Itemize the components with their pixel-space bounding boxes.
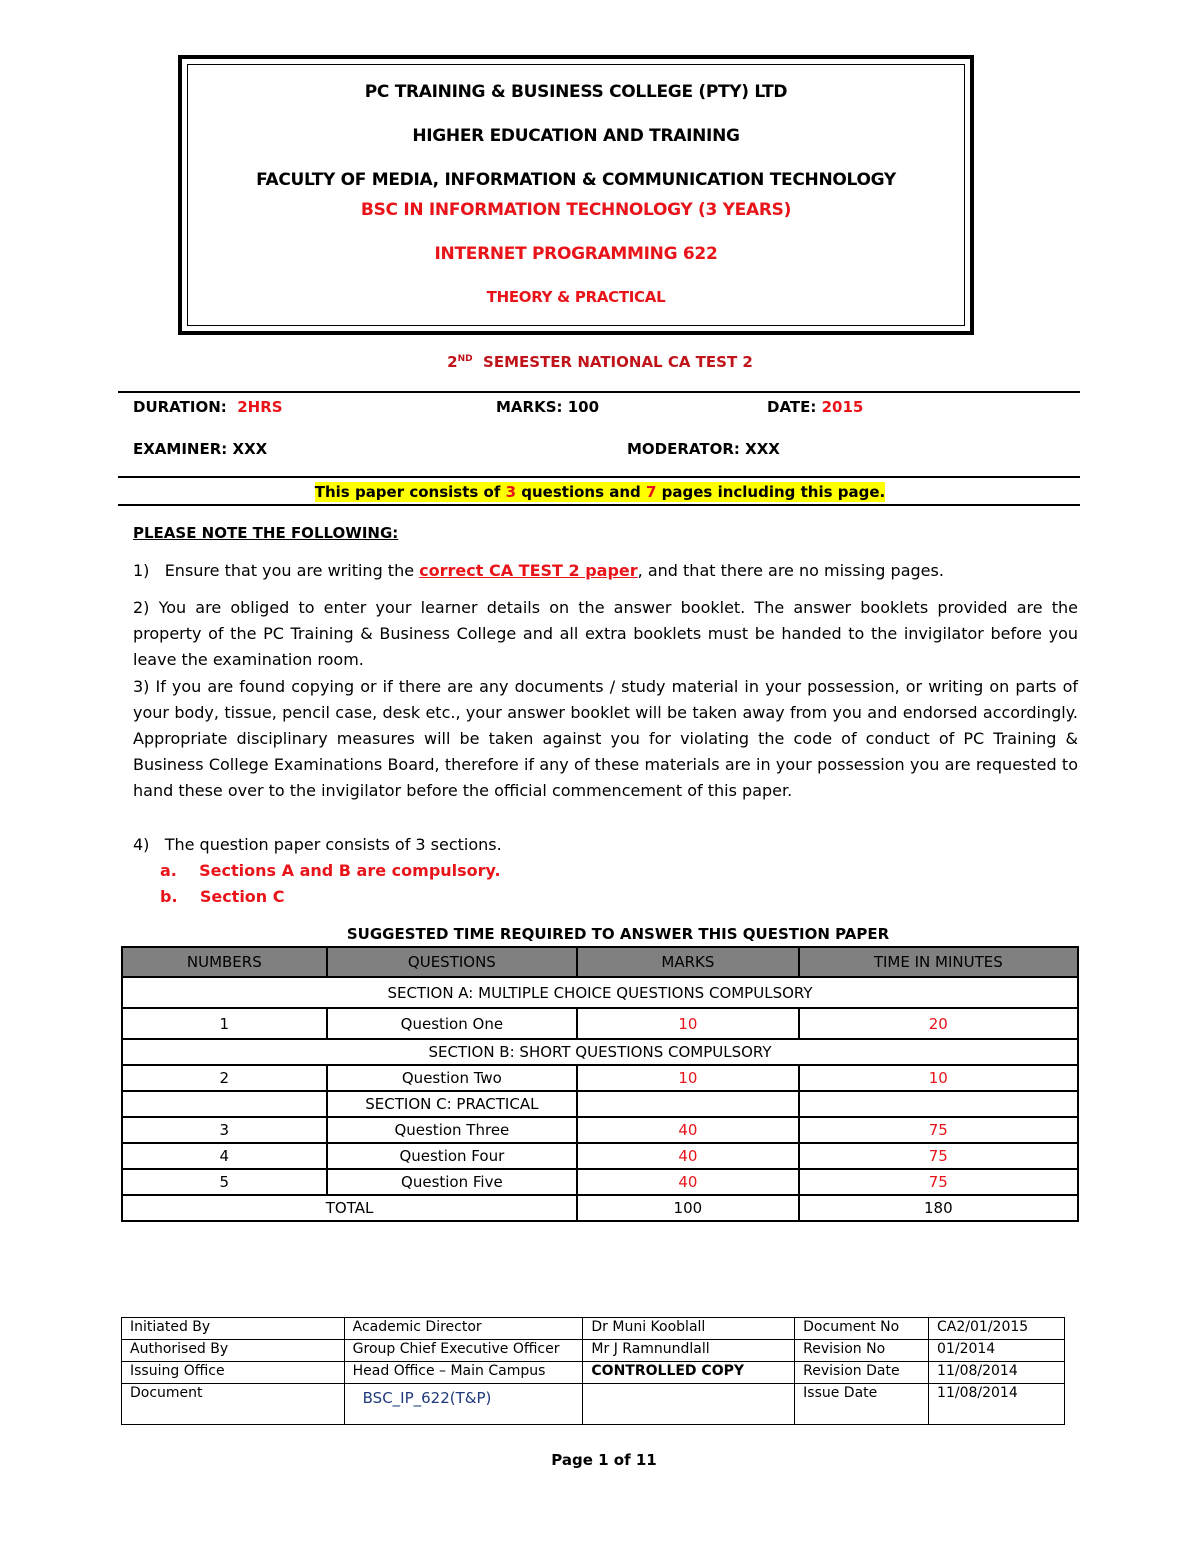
bottom-rule <box>118 504 1080 506</box>
table-row: 4 Question Four 40 75 <box>122 1143 1078 1169</box>
instruction-3: 3) If you are found copying or if there are any documents / study material in your possession, or writing on parts of your body, tissue, pencil case, desk etc., your answer booklet will be taken away from you and endorsed accordingly. Appropriate disciplinary measures will be taken against you for violating the code of conduct of PC Training & Business College Examinations Board, therefore if any of these materials are in your possession you are requested to hand these over to the invigilator before the official commencement of this paper. <box>133 677 1078 800</box>
table-row: 3 Question Three 40 75 <box>122 1117 1078 1143</box>
college-name: PC TRAINING & BUSINESS COLLEGE (PTY) LTD <box>364 82 788 102</box>
module-name: INTERNET PROGRAMMING 622 <box>434 244 718 264</box>
total-row <box>122 1195 1078 1221</box>
instruction-1: 1) Ensure that you are writing the correct CA TEST 2 paper, and that there are no missing pages. <box>133 561 944 580</box>
table-row: Initiated By Academic Director Dr Muni Kooblall Document No CA2/01/2015 <box>122 1318 1065 1340</box>
header-box <box>178 55 974 335</box>
paper-type: THEORY & PRACTICAL <box>486 288 666 306</box>
date: DATE: 2015 <box>767 398 864 416</box>
top-rule <box>118 391 1080 393</box>
correct-paper-highlight: correct CA TEST 2 paper <box>419 561 638 580</box>
header-marks: MARKS <box>577 947 798 977</box>
division-name: HIGHER EDUCATION AND TRAINING <box>412 126 740 146</box>
total-marks: 100 <box>577 1195 798 1221</box>
table-row: 5 Question Five 40 75 <box>122 1169 1078 1195</box>
middle-rule <box>118 476 1080 478</box>
document-control-table <box>121 1317 1065 1425</box>
table-row: Issuing Office Head Office – Main Campus CONTROLLED COPY Revision Date 11/08/2014 <box>122 1362 1065 1384</box>
faculty-name: FACULTY OF MEDIA, INFORMATION & COMMUNICATION TECHNOLOGY <box>256 170 896 190</box>
header-time: TIME IN MINUTES <box>799 947 1078 977</box>
table-row: 2 Question Two 10 10 <box>122 1065 1078 1091</box>
instructions-heading: PLEASE NOTE THE FOLLOWING: <box>133 524 399 542</box>
time-table-header <box>122 947 1078 977</box>
test-title: 2ND SEMESTER NATIONAL CA TEST 2 <box>447 353 753 371</box>
header-inner-border <box>187 64 965 326</box>
page-count-notice: This paper consists of 3 questions and 7 pages including this page. <box>314 483 886 501</box>
page-number: Page 1 of 11 <box>551 1451 657 1469</box>
controlled-copy: CONTROLLED COPY <box>583 1362 795 1384</box>
degree-name: BSC IN INFORMATION TECHNOLOGY (3 YEARS) <box>360 200 792 220</box>
total-label: TOTAL <box>122 1195 577 1221</box>
time-table-title: SUGGESTED TIME REQUIRED TO ANSWER THIS QUESTION PAPER <box>346 925 890 943</box>
header-questions: QUESTIONS <box>327 947 578 977</box>
table-row: 1 Question One 10 20 <box>122 1008 1078 1039</box>
section-b-label: SECTION B: SHORT QUESTIONS COMPULSORY <box>122 1039 1078 1065</box>
time-table <box>121 946 1079 1222</box>
moderator: MODERATOR: XXX <box>627 440 780 458</box>
header-numbers: NUMBERS <box>122 947 327 977</box>
instruction-4b: b. Section C <box>160 887 285 906</box>
instruction-4a: a. Sections A and B are compulsory. <box>160 861 501 880</box>
instruction-2: 2) You are obliged to enter your learner details on the answer booklet. The answer booklets provided are the property of the PC Training & Business College and all extra booklets must be handed to the invigilator before you leave the examination room. <box>133 598 1078 669</box>
document-code: BSC_IP_622(T&P) <box>344 1384 583 1425</box>
examiner: EXAMINER: XXX <box>133 440 268 458</box>
table-row: Authorised By Group Chief Executive Officer Mr J Ramnundlall Revision No 01/2014 <box>122 1340 1065 1362</box>
total-time: 180 <box>799 1195 1078 1221</box>
instruction-4: 4) The question paper consists of 3 sections. <box>133 835 502 854</box>
duration: DURATION: 2HRS <box>133 398 283 416</box>
section-a-label: SECTION A: MULTIPLE CHOICE QUESTIONS COMPULSORY <box>122 977 1078 1008</box>
table-row: Document BSC_IP_622(T&P) Issue Date 11/08/2014 <box>122 1384 1065 1425</box>
section-c-label: SECTION C: PRACTICAL <box>327 1091 578 1117</box>
marks: MARKS: 100 <box>496 398 600 416</box>
